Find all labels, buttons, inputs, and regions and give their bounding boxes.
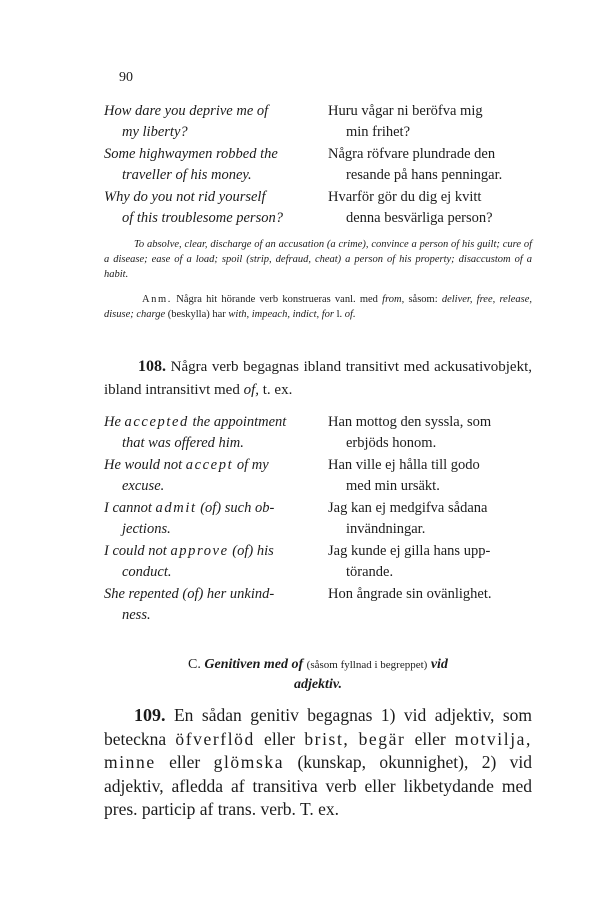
swedish-line: Jag kunde ej gilla hans upp- [328, 543, 491, 559]
english-line: How dare you deprive me of [104, 103, 269, 119]
english-line: I cannot admit (of) such ob- [104, 500, 275, 516]
example-pair [104, 144, 532, 186]
swedish-line: Hvarför gör du dig ej kvitt [328, 189, 482, 205]
emphasized-verb: admit [155, 500, 197, 516]
english-line: that was offered him. [122, 435, 244, 451]
swedish-line: min frihet? [346, 124, 411, 140]
swedish-line: med min ursäkt. [346, 478, 440, 494]
swedish-line: törande. [346, 564, 394, 580]
english-line: ness. [122, 607, 151, 623]
swedish-line: Några röfvare plundrade den [328, 146, 496, 162]
english-line: traveller of his money. [122, 167, 252, 183]
page-number: 90 [119, 70, 133, 85]
emphasized-verb: accept [185, 457, 234, 473]
english-line: jections. [122, 521, 171, 537]
swedish-line: denna besvärliga person? [346, 210, 493, 226]
section-number: 109. [134, 705, 166, 725]
english-line: She repented (of) her unkind- [104, 586, 275, 602]
english-line: conduct. [122, 564, 172, 580]
swedish-line: resande på hans penningar. [346, 167, 503, 183]
english-line: of this troublesome person? [122, 210, 283, 226]
english-line: my liberty? [122, 124, 188, 140]
example-pair [104, 541, 532, 583]
emphasized-verb: approve [170, 543, 229, 559]
section-109: 109. En sådan genitiv begagnas 1) vid adjektiv, som beteckna öfverflöd eller brist, begär eller motvilja, minne eller glömska (kunskap, okunnighet), 2) vid adjektiv, afledda af transitiva verb eller likbetydande med pres. particip af trans. verb. T. ex. [104, 705, 533, 819]
english-line: Some highwaymen robbed the [104, 146, 278, 162]
swedish-line: Hon ångrade sin ovänlighet. [328, 586, 492, 602]
swedish-line: Jag kan ej medgifva sådana [328, 500, 488, 516]
english-line: excuse. [122, 478, 165, 494]
example-pair [104, 101, 532, 143]
example-pair [104, 498, 532, 540]
english-line: He accepted the appointment [104, 414, 287, 430]
swedish-line: Huru vågar ni beröfva mig [328, 103, 483, 119]
english-line: Why do you not rid yourself [104, 189, 266, 205]
english-line: I could not approve (of) his [104, 543, 274, 559]
remark-note: Anm. Några hit hörande verb konstrueras vanl. med from, såsom: deliver, free, release, disuse; charge (beskylla) har with, impeach, indict, for l. of. [104, 294, 533, 320]
swedish-line: Han mottog den syssla, som [328, 414, 492, 430]
swedish-line: Han ville ej hålla till godo [328, 457, 480, 473]
section-108: 108. Några verb begagnas ibland transitivt med ackusativobjekt, ibland intransitivt med of, t. ex. [104, 358, 533, 398]
swedish-line: erbjöds honom. [346, 435, 437, 451]
example-pair [104, 584, 532, 626]
example-pair [104, 412, 532, 454]
english-line: He would not accept of my [104, 457, 269, 473]
swedish-line: invändningar. [346, 521, 426, 537]
section-c-heading: C. Genitiven med of (såsom fyllnad i begreppet) vid adjektiv. [188, 657, 448, 692]
section-letter: C. [188, 657, 201, 672]
italic-note: To absolve, clear, discharge of an accusation (a crime), convince a person of his guilt; cure of a disease; ease of a load; spoil (strip, defraud, cheat) a person of his property; disaccustom of a habit. [104, 239, 532, 280]
emphasized-verb: accepted [124, 414, 189, 430]
example-pair [104, 187, 532, 229]
example-pair [104, 455, 532, 497]
remark-label: Anm. [142, 294, 173, 305]
section-number: 108. [138, 358, 166, 375]
